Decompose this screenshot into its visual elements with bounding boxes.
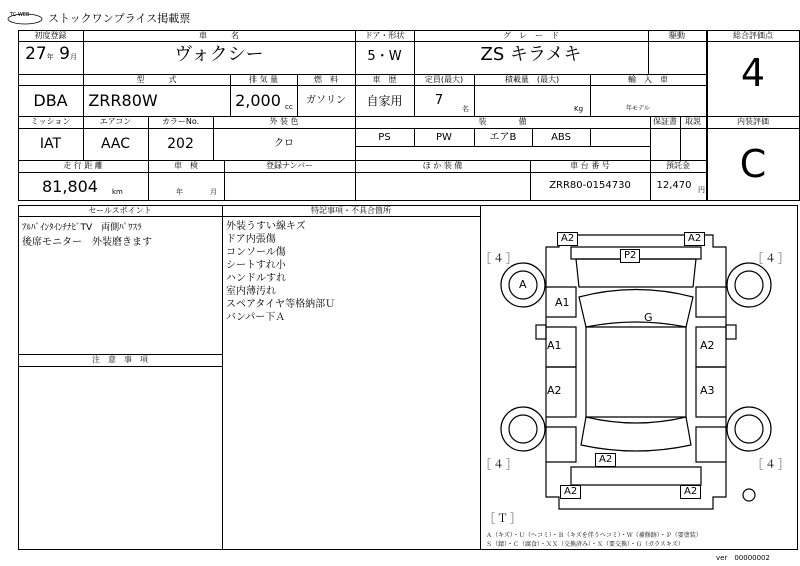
tire-rear-right-score: ［４］ (752, 458, 791, 471)
note-item: 室内薄汚れ (226, 286, 276, 297)
interior-score-value: C (739, 142, 767, 186)
mileage-label: 走 行 距 離 (63, 161, 103, 170)
load-label: 積載量 (最大) (504, 75, 560, 84)
car-damage-diagram (481, 217, 796, 527)
equipment-ps: PS (378, 132, 391, 143)
damage-mark: A3 (700, 384, 715, 397)
displacement-unit: cc (285, 103, 293, 111)
legend-line-1: Ａ（キズ）・Ｕ（ヘコミ）・Ｂ（キズを伴うヘコミ）・Ｗ（補修跡）・Ｐ（要塗装） (486, 532, 702, 539)
car-name-label: 車 名 (199, 31, 239, 40)
version-label: ver 00000002 (716, 554, 770, 562)
door-type-value: 5・W (367, 49, 402, 64)
color-no-value: 202 (167, 136, 194, 152)
legend-line-2: Ｓ（錆）・Ｃ（腐食）・ＸＸ（交換済み）・Ｘ（要交換）・Ｇ（ガラスキズ） (486, 541, 684, 548)
mission-label: ミッション (30, 117, 71, 126)
capacity-unit: 名 (462, 105, 469, 113)
sales-points-label: セールスポイント (88, 206, 152, 215)
price-value: 12,470 (656, 180, 692, 191)
fuel-label: 燃 料 (314, 75, 338, 84)
load-unit: Kg (574, 105, 584, 113)
damage-mark: A2 (560, 485, 581, 499)
logo (6, 10, 44, 22)
mission-value: IAT (39, 136, 62, 152)
damage-mark: A2 (700, 339, 715, 352)
note-item: 外装うすい線キズ (226, 221, 306, 232)
grade-value: ZS キラメキ (480, 44, 582, 65)
note-item: シートすれ小 (226, 260, 286, 271)
mileage-unit: km (112, 188, 123, 196)
note-item: コンソール傷 (226, 247, 286, 258)
import-label: 輸 入 車 (628, 75, 668, 84)
sales-point-line-1: ｱﾙﾊﾞｲﾝﾀｲﾝﾁﾅﾋﾞTV 両側ﾊﾟﾜｽﾗ (22, 223, 142, 233)
damage-mark: A1 (547, 339, 562, 352)
fuel-value: ガソリン (306, 95, 346, 106)
mileage-value: 81,804 (42, 177, 98, 196)
overall-score-label: 総合評価点 (733, 31, 773, 40)
price-unit: 円 (698, 186, 705, 194)
note-item: スペアタイヤ等格納部Ｕ (226, 299, 336, 310)
first-reg-label: 初度登録 (34, 31, 67, 40)
model-value: ZRR80W (88, 91, 158, 110)
equipment-label: 装 備 (478, 117, 527, 126)
note-item: ドア内張傷 (226, 234, 276, 245)
damage-mark: P2 (620, 249, 640, 263)
equipment-pw: PW (436, 132, 452, 143)
inspection-month-unit: 月 (210, 188, 217, 196)
door-type-label: ドア・形状 (364, 31, 405, 40)
grade-label: グ レ ー ド (503, 31, 559, 40)
equipment-airbag: エアB (489, 132, 517, 143)
note-item: ハンドルすれ (226, 273, 286, 284)
color-no-label: カラーNo. (161, 117, 200, 126)
notes-list (226, 220, 335, 324)
capacity-value: 7 (434, 93, 444, 108)
damage-mark: A2 (680, 485, 701, 499)
damage-mark: A2 (684, 232, 705, 246)
chassis-no-label: 車 台 番 号 (570, 161, 610, 170)
note-item: バンパー下Ａ (226, 312, 286, 323)
import-model-label: 年モデル (626, 105, 650, 112)
other-equipment-label: ほ か 装 備 (422, 161, 463, 170)
notes-title-label: 特記事項・不具合箇所 (311, 206, 391, 215)
tire-front-right-score: ［４］ (752, 252, 791, 265)
damage-mark: G (644, 311, 653, 324)
exterior-color-value: クロ (274, 138, 294, 149)
inspection-label: 車 検 (174, 161, 198, 170)
first-reg-value: 27年 9月 (25, 44, 77, 64)
interior-score-label: 内装評価 (737, 117, 769, 126)
manual-label: 取説 (685, 117, 701, 126)
exterior-color-label: 外 装 色 (269, 117, 299, 126)
chassis-no-value: ZRR80-0154730 (549, 180, 631, 191)
car-name-value: ヴォクシー (174, 44, 264, 65)
displacement-value: 2,000 (235, 91, 281, 110)
damage-mark: A1 (555, 296, 570, 309)
price-label: 預託金 (666, 161, 690, 170)
plate-label: 登録ナンバー (265, 161, 314, 170)
overall-score-value: 4 (740, 51, 766, 95)
warranty-label: 保証書 (653, 117, 677, 126)
model-prefix-value: DBA (33, 91, 68, 110)
history-label: 車 歴 (372, 75, 397, 84)
damage-mark: A2 (547, 384, 562, 397)
tire-front-left-score: ［４］ (480, 252, 519, 265)
damage-mark: A2 (557, 232, 578, 246)
page-title: ストックワンプライス掲載票 (48, 12, 191, 25)
equipment-abs: ABS (551, 132, 571, 143)
history-value: 自家用 (366, 94, 403, 108)
drive-label: 駆動 (669, 31, 685, 40)
cautions-label: 注 意 事 項 (92, 355, 148, 364)
aircon-value: AAC (100, 136, 131, 152)
aircon-label: エアコン (99, 117, 132, 126)
capacity-label: 定員(最大) (424, 75, 464, 84)
spare-tire-score: ［Ｔ］ (484, 512, 523, 525)
displacement-label: 排 気 量 (248, 75, 279, 84)
model-label: 型 式 (136, 75, 177, 84)
inspection-year-unit: 年 (176, 188, 183, 196)
damage-mark: A (519, 278, 527, 291)
damage-mark: A2 (595, 453, 616, 467)
logo-text: TC-WEB (10, 12, 30, 18)
sales-point-line-2: 後席モニター 外装磨きます (22, 237, 152, 248)
tire-rear-left-score: ［４］ (480, 458, 519, 471)
